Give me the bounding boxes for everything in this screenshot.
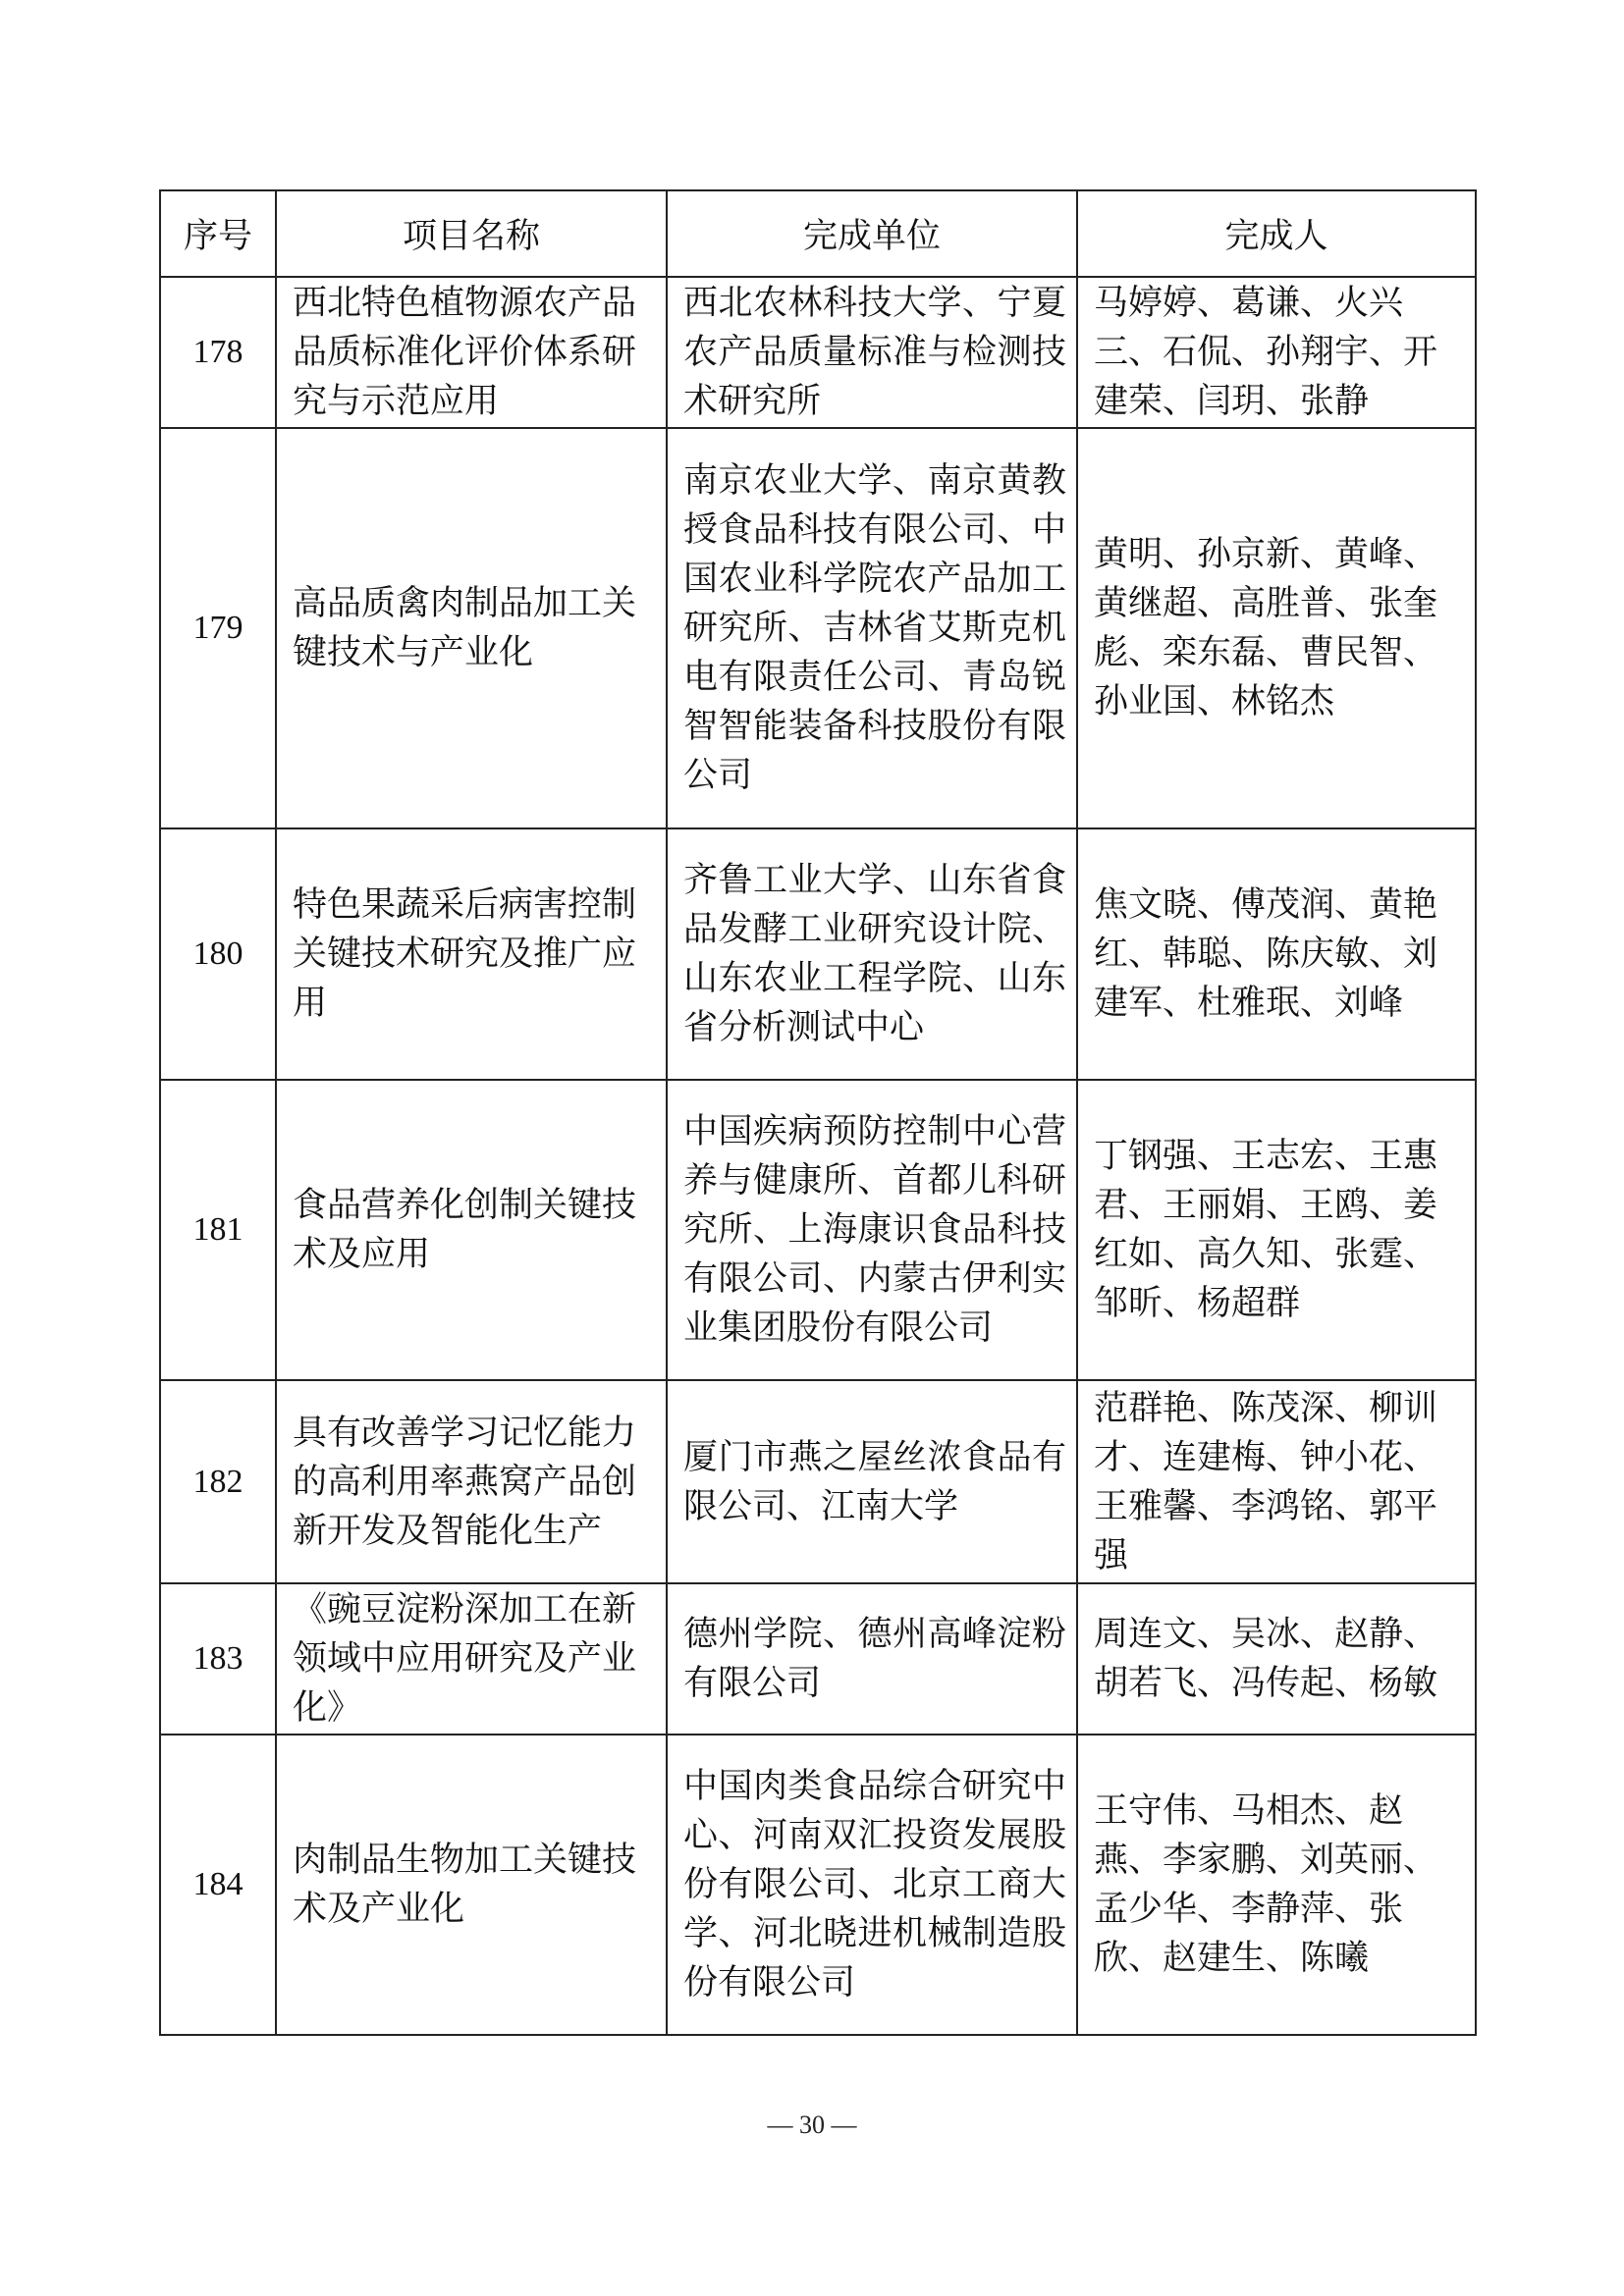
completing-persons: 范群艳、陈茂深、柳训才、连建梅、钟小花、王雅馨、李鸿铭、郭平强	[1077, 1380, 1476, 1583]
completing-units: 西北农林科技大学、宁夏农产品质量标准与检测技术研究所	[667, 277, 1077, 428]
project-name: 具有改善学习记忆能力的高利用率燕窝产品创新开发及智能化生产	[276, 1380, 667, 1583]
page-number: — 30 —	[767, 2110, 857, 2139]
completing-persons: 周连文、吴冰、赵静、胡若飞、冯传起、杨敏	[1077, 1583, 1476, 1735]
table-row	[160, 1080, 1476, 1380]
project-name: 高品质禽肉制品加工关键技术与产业化	[276, 428, 667, 828]
table-row	[160, 277, 1476, 428]
row-number: 181	[160, 1080, 276, 1380]
table-row	[160, 428, 1476, 828]
header-project: 项目名称	[276, 190, 667, 277]
table-row	[160, 1380, 1476, 1583]
completing-units: 南京农业大学、南京黄教授食品科技有限公司、中国农业科学院农产品加工研究所、吉林省艾斯克机电有限责任公司、青岛锐智智能装备科技股份有限公司	[667, 428, 1077, 828]
completing-units: 厦门市燕之屋丝浓食品有限公司、江南大学	[667, 1380, 1077, 1583]
project-name: 西北特色植物源农产品品质标准化评价体系研究与示范应用	[276, 277, 667, 428]
completing-units: 中国肉类食品综合研究中心、河南双汇投资发展股份有限公司、北京工商大学、河北晓进机械制造股份有限公司	[667, 1735, 1077, 2035]
completing-persons: 黄明、孙京新、黄峰、黄继超、高胜普、张奎彪、栾东磊、曹民智、孙业国、林铭杰	[1077, 428, 1476, 828]
header-unit: 完成单位	[667, 190, 1077, 277]
completing-persons: 焦文晓、傅茂润、黄艳红、韩聪、陈庆敏、刘建军、杜雅珉、刘峰	[1077, 828, 1476, 1080]
project-name: 食品营养化创制关键技术及应用	[276, 1080, 667, 1380]
row-number: 183	[160, 1583, 276, 1735]
project-name: 《豌豆淀粉深加工在新领域中应用研究及产业化》	[276, 1583, 667, 1735]
row-number: 178	[160, 277, 276, 428]
completing-units: 德州学院、德州高峰淀粉有限公司	[667, 1583, 1077, 1735]
project-name: 特色果蔬采后病害控制关键技术研究及推广应用	[276, 828, 667, 1080]
completing-persons: 王守伟、马相杰、赵燕、李家鹏、刘英丽、孟少华、李静萍、张欣、赵建生、陈曦	[1077, 1735, 1476, 2035]
row-number: 182	[160, 1380, 276, 1583]
completing-persons: 丁钢强、王志宏、王惠君、王丽娟、王鸥、姜红如、高久知、张霆、邹昕、杨超群	[1077, 1080, 1476, 1380]
awards-table	[159, 189, 1477, 2036]
header-persons: 完成人	[1077, 190, 1476, 277]
header-no: 序号	[160, 190, 276, 277]
row-number: 180	[160, 828, 276, 1080]
row-number: 184	[160, 1735, 276, 2035]
table-row	[160, 1735, 1476, 2035]
table-row	[160, 828, 1476, 1080]
table-header-row	[160, 190, 1476, 277]
table-row	[160, 1583, 1476, 1735]
completing-persons: 马婷婷、葛谦、火兴三、石侃、孙翔宇、开建荣、闫玥、张静	[1077, 277, 1476, 428]
completing-units: 齐鲁工业大学、山东省食品发酵工业研究设计院、山东农业工程学院、山东省分析测试中心	[667, 828, 1077, 1080]
row-number: 179	[160, 428, 276, 828]
project-name: 肉制品生物加工关键技术及产业化	[276, 1735, 667, 2035]
completing-units: 中国疾病预防控制中心营养与健康所、首都儿科研究所、上海康识食品科技有限公司、内蒙古伊利实业集团股份有限公司	[667, 1080, 1077, 1380]
